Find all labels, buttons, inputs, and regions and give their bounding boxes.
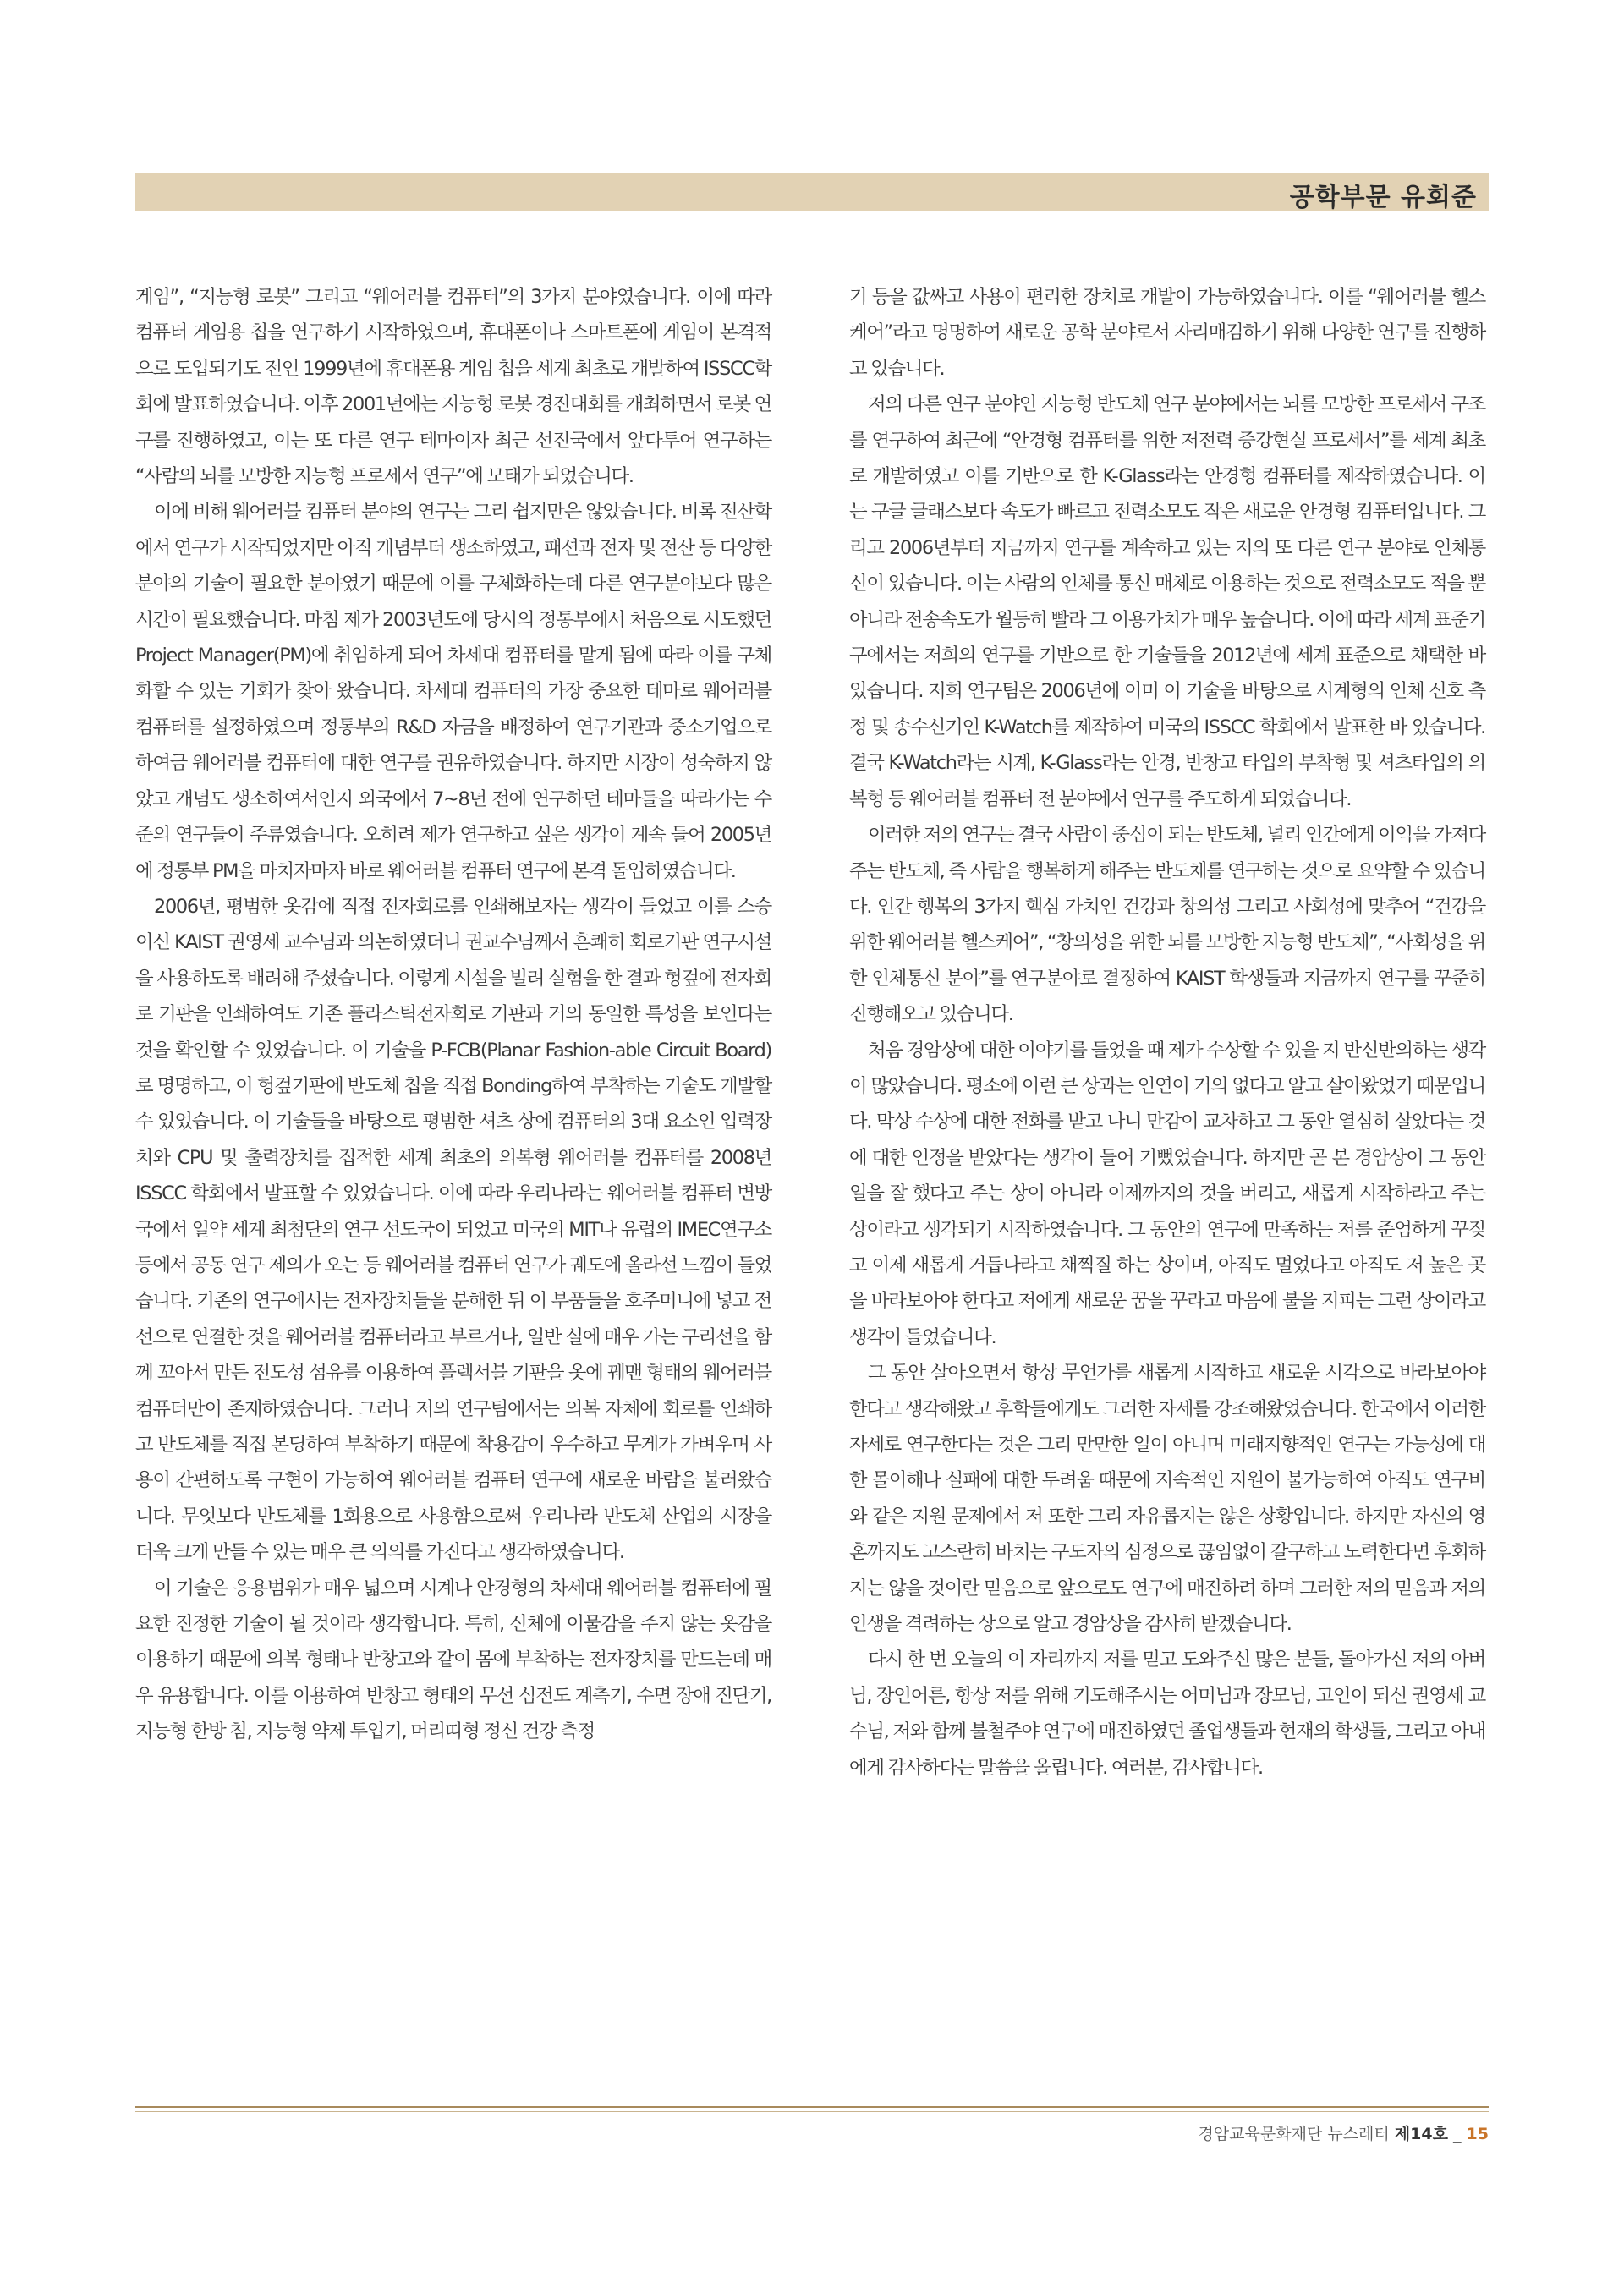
- paragraph: 게임”, “지능형 로봇” 그리고 “웨어러블 컴퓨터”의 3가지 분야였습니다. 이에 따라 컴퓨터 게임용 칩을 연구하기 시작하였으며, 휴대폰이나 스마트폰에 게임이 본격적으로 도입되기도 전인 1999년에 휴대폰용 게임 칩을 세계 최초로 개발하여 ISSCC학회에 발표하였습니다. 이후 2001년에는 지능형 로봇 경진대회를 개최하면서 로봇 연구를 진행하였고, 이는 또 다른 연구 테마이자 최근 선진국에서 앞다투어 연구하는 “사람의 뇌를 모방한 지능형 프로세서 연구”에 모태가 되었습니다.: [135, 286, 771, 488]
- paragraph: 이러한 저의 연구는 결국 사람이 중심이 되는 반도체, 널리 인간에게 이익을 가져다 주는 반도체, 즉 사람을 행복하게 해주는 반도체를 연구하는 것으로 요약할 수 있습니다. 인간 행복의 3가지 핵심 가치인 건강과 창의성 그리고 사회성에 맞추어 “건강을 위한 웨어러블 헬스케어”, “창의성을 위한 뇌를 모방한 지능형 반도체”, “사회성을 위한 인체통신 분야”를 연구분야로 결정하여 KAIST 학생들과 지금까지 연구를 꾸준히 진행해오고 있습니다.: [849, 824, 1485, 1026]
- footer-issue: 제14호: [1394, 2125, 1448, 2143]
- paragraph: 그 동안 살아오면서 항상 무언가를 새롭게 시작하고 새로운 시각으로 바라보아야 한다고 생각해왔고 후학들에게도 그러한 자세를 강조해왔었습니다. 한국에서 이러한 자세로 연구한다는 것은 그리 만만한 일이 아니며 미래지향적인 연구는 가능성에 대한 몰이해나 실패에 대한 두려움 때문에 지속적인 지원이 불가능하여 아직도 연구비와 같은 지원 문제에서 저 또한 그리 자유롭지는 않은 상황입니다. 하지만 자신의 영혼까지도 고스란히 바치는 구도자의 심정으로 끊임없이 갈구하고 노력한다면 후회하지는 않을 것이란 믿음으로 앞으로도 연구에 매진하려 하며 그러한 저의 믿음과 저의 인생을 격려하는 상으로 알고 경암상을 감사히 받겠습니다.: [849, 1362, 1485, 1636]
- page-number: 15: [1466, 2125, 1489, 2143]
- right-column: [849, 279, 1485, 1786]
- header-bar: [135, 173, 1489, 211]
- paragraph: 다시 한 번 오늘의 이 자리까지 저를 믿고 도와주신 많은 분들, 돌아가신 저의 아버님, 장인어른, 항상 저를 위해 기도해주시는 어머님과 장모님, 고인이 되신 권영세 교수님, 저와 함께 불철주야 연구에 매진하였던 졸업생들과 현재의 학생들, 그리고 아내에게 감사하다는 말씀을 올립니다. 여러분, 감사합니다.: [849, 1649, 1485, 1779]
- footer-publication: 경암교육문화재단 뉴스레터: [1198, 2125, 1390, 2143]
- paragraph: 처음 경암상에 대한 이야기를 들었을 때 제가 수상할 수 있을 지 반신반의하는 생각이 많았습니다. 평소에 이런 큰 상과는 인연이 거의 없다고 알고 살아왔었기 때문입니다. 막상 수상에 대한 전화를 받고 나니 만감이 교차하고 그 동안 열심히 살았다는 것에 대한 인정을 받았다는 생각이 들어 기뻤었습니다. 하지만 곧 본 경암상이 그 동안 일을 잘 했다고 주는 상이 아니라 이제까지의 것을 버리고, 새롭게 시작하라고 주는 상이라고 생각되기 시작하였습니다. 그 동안의 연구에 만족하는 저를 준엄하게 꾸짖고 이제 새롭게 거듭나라고 채찍질 하는 상이며, 아직도 멀었다고 아직도 저 높은 곳을 바라보아야 한다고 저에게 새로운 꿈을 꾸라고 마음에 불을 지피는 그런 상이라고 생각이 들었습니다.: [849, 1039, 1485, 1348]
- footer-divider-thin: [135, 2111, 1489, 2112]
- paragraph: 기 등을 값싸고 사용이 편리한 장치로 개발이 가능하였습니다. 이를 “웨어러블 헬스케어”라고 명명하여 새로운 공학 분야로서 자리매김하기 위해 다양한 연구를 진행하고 있습니다.: [849, 286, 1485, 380]
- section-author-title: 공학부문 유회준: [1289, 183, 1477, 212]
- left-column: [135, 279, 771, 1750]
- paragraph: 이에 비해 웨어러블 컴퓨터 분야의 연구는 그리 쉽지만은 않았습니다. 비록 전산학에서 연구가 시작되었지만 아직 개념부터 생소하였고, 패션과 전자 및 전산 등 다양한 분야의 기술이 필요한 분야였기 때문에 이를 구체화하는데 다른 연구분야보다 많은 시간이 필요했습니다. 마침 제가 2003년도에 당시의 정통부에서 처음으로 시도했던 Project Manager(PM)에 취임하게 되어 차세대 컴퓨터를 맡게 됨에 따라 이를 구체화할 수 있는 기회가 찾아 왔습니다. 차세대 컴퓨터의 가장 중요한 테마로 웨어러블 컴퓨터를 설정하였으며 정통부의 R&D 자금을 배정하여 연구기관과 중소기업으로 하여금 웨어러블 컴퓨터에 대한 연구를 권유하였습니다. 하지만 시장이 성숙하지 않았고 개념도 생소하여서인지 외국에서 7~8년 전에 연구하던 테마들을 따라가는 수준의 연구들이 주류였습니다. 오히려 제가 연구하고 싶은 생각이 계속 들어 2005년에 정통부 PM을 마치자마자 바로 웨어러블 컴퓨터 연구에 본격 돌입하였습니다.: [135, 501, 771, 882]
- paragraph: 저의 다른 연구 분야인 지능형 반도체 연구 분야에서는 뇌를 모방한 프로세서 구조를 연구하여 최근에 “안경형 컴퓨터를 위한 저전력 증강현실 프로세서”를 세계 최초로 개발하였고 이를 기반으로 한 K-Glass라는 안경형 컴퓨터를 제작하였습니다. 이는 구글 글래스보다 속도가 빠르고 전력소모도 작은 새로운 안경형 컴퓨터입니다. 그리고 2006년부터 지금까지 연구를 계속하고 있는 저의 또 다른 연구 분야로 인체통신이 있습니다. 이는 사람의 인체를 통신 매체로 이용하는 것으로 전력소모도 적을 뿐 아니라 전송속도가 월등히 빨라 그 이용가치가 매우 높습니다. 이에 따라 세계 표준기구에서는 저희의 연구를 기반으로 한 기술들을 2012년에 세계 표준으로 채택한 바 있습니다. 저희 연구팀은 2006년에 이미 이 기술을 바탕으로 시계형의 인체 신호 측정 및 송수신기인 K-Watch를 제작하여 미국의 ISSCC 학회에서 발표한 바 있습니다. 결국 K-Watch라는 시계, K-Glass라는 안경, 반창고 타입의 부착형 및 셔츠타입의 의복형 등 웨어러블 컴퓨터 전 분야에서 연구를 주도하게 되었습니다.: [849, 393, 1485, 810]
- paragraph: 이 기술은 응용범위가 매우 넓으며 시계나 안경형의 차세대 웨어러블 컴퓨터에 필요한 진정한 기술이 될 것이라 생각합니다. 특히, 신체에 이물감을 주지 않는 옷감을 이용하기 때문에 의복 형태나 반창고와 같이 몸에 부착하는 전자장치를 만드는데 매우 유용합니다. 이를 이용하여 반창고 형태의 무선 심전도 계측기, 수면 장애 진단기, 지능형 한방 침, 지능형 약제 투입기, 머리띠형 정신 건강 측정: [135, 1577, 771, 1743]
- paragraph: 2006년, 평범한 옷감에 직접 전자회로를 인쇄해보자는 생각이 들었고 이를 스승이신 KAIST 권영세 교수님과 의논하였더니 권교수님께서 흔쾌히 회로기판 연구시설을 사용하도록 배려해 주셨습니다. 이렇게 시설을 빌려 실험을 한 결과 헝겊에 전자회로 기판을 인쇄하여도 기존 플라스틱전자회로 기판과 거의 동일한 특성을 보인다는 것을 확인할 수 있었습니다. 이 기술을 P-FCB(Planar Fashion-able Circuit Board)로 명명하고, 이 헝겊기판에 반도체 칩을 직접 Bonding하여 부착하는 기술도 개발할 수 있었습니다. 이 기술들을 바탕으로 평범한 셔츠 상에 컴퓨터의 3대 요소인 입력장치와 CPU 및 출력장치를 집적한 세계 최초의 의복형 웨어러블 컴퓨터를 2008년 ISSCC 학회에서 발표할 수 있었습니다. 이에 따라 우리나라는 웨어러블 컴퓨터 변방국에서 일약 세계 최첨단의 연구 선도국이 되었고 미국의 MIT나 유럽의 IMEC연구소 등에서 공동 연구 제의가 오는 등 웨어러블 컴퓨터 연구가 궤도에 올라선 느낌이 들었습니다. 기존의 연구에서는 전자장치들을 분해한 뒤 이 부품들을 호주머니에 넣고 전선으로 연결한 것을 웨어러블 컴퓨터라고 부르거나, 일반 실에 매우 가는 구리선을 함께 꼬아서 만든 전도성 섬유를 이용하여 플렉서블 기판을 옷에 꿰맨 형태의 웨어러블 컴퓨터만이 존재하였습니다. 그러나 저의 연구팀에서는 의복 자체에 회로를 인쇄하고 반도체를 직접 본딩하여 부착하기 때문에 착용감이 우수하고 무게가 가벼우며 사용이 간편하도록 구현이 가능하여 웨어러블 컴퓨터 연구에 새로운 바람을 불러왔습니다. 무엇보다 반도체를 1회용으로 사용함으로써 우리나라 반도체 산업의 시장을 더욱 크게 만들 수 있는 매우 큰 의의를 가진다고 생각하였습니다.: [135, 895, 771, 1564]
- footer-divider: [135, 2106, 1489, 2108]
- footer-separator: _: [1453, 2125, 1462, 2143]
- footer: [1198, 2121, 1489, 2144]
